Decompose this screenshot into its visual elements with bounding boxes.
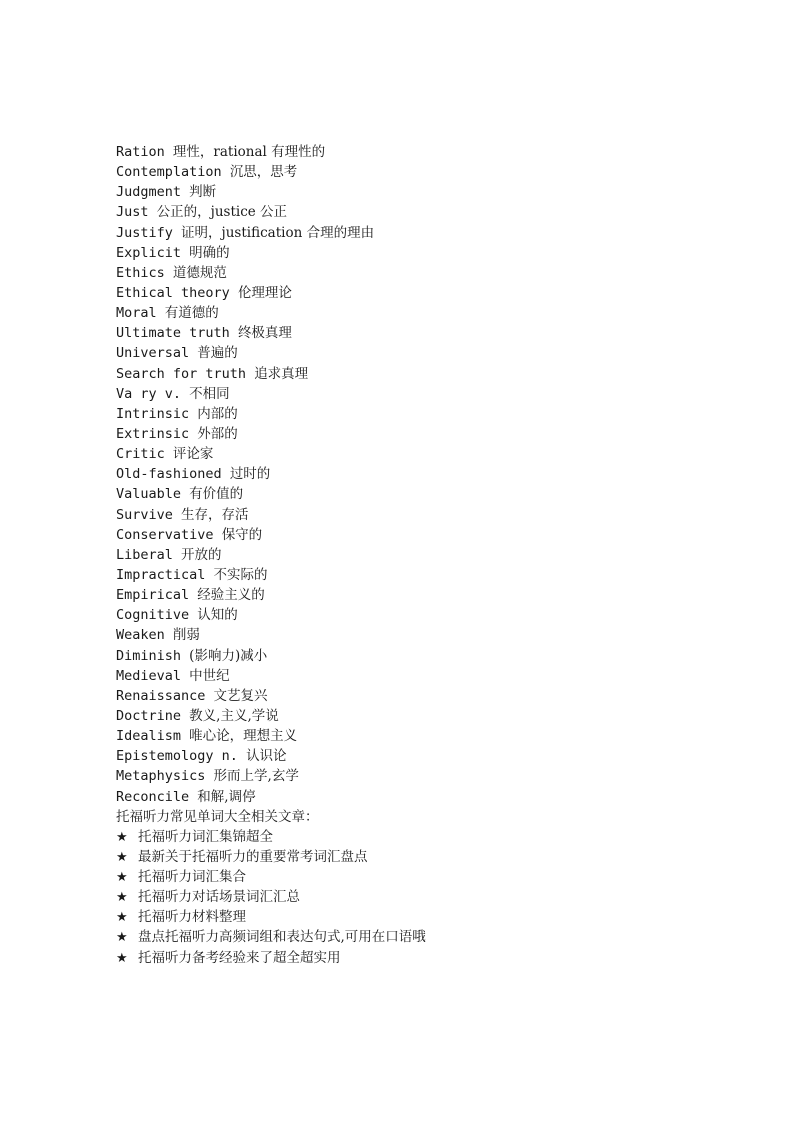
vocab-entry: [116, 202, 756, 222]
related-article-label: 托福听力对话场景词汇汇总: [138, 889, 300, 906]
vocab-entry: [116, 142, 756, 162]
vocab-chinese-meaning: 有价值的: [189, 486, 244, 503]
vocab-english-term: Ethics: [116, 264, 165, 281]
vocab-chinese-meaning: 开放的: [181, 546, 222, 563]
vocab-entry: [116, 162, 756, 182]
vocab-entry: [116, 323, 756, 343]
related-articles-list: [116, 827, 756, 968]
vocab-chinese-meaning: 唯心论，理想主义: [189, 728, 298, 745]
related-article-label: 最新关于托福听力的重要常考词汇盘点: [138, 848, 368, 865]
vocab-entry: [116, 464, 756, 484]
document-content: [116, 142, 756, 968]
star-icon: ★: [116, 890, 128, 906]
vocab-english-term: Weaken: [116, 627, 165, 644]
vocab-chinese-meaning: 教义,主义,学说: [189, 707, 279, 724]
vocab-chinese-meaning: 判断: [189, 184, 217, 201]
vocab-chinese-meaning: 不相同: [189, 385, 230, 402]
related-article-label: 托福听力材料整理: [138, 909, 246, 926]
vocab-entry: [116, 182, 756, 202]
vocab-entry: [116, 585, 756, 605]
vocab-entry: [116, 223, 756, 243]
vocab-english-term: Moral: [116, 305, 157, 322]
related-article-label: 盘点托福听力高频词组和表达句式,可用在口语哦: [138, 929, 426, 946]
vocab-chinese-meaning: 终极真理: [237, 325, 292, 342]
star-icon: ★: [116, 910, 128, 926]
related-articles-title: 托福听力常见单词大全相关文章：: [116, 808, 319, 825]
star-icon: ★: [116, 930, 128, 946]
vocab-english-term: Critic: [116, 446, 165, 463]
vocab-entry: [116, 384, 756, 404]
vocab-english-term: Just: [116, 204, 149, 221]
vocab-chinese-meaning: 认识论: [246, 748, 287, 765]
vocab-entry: [116, 404, 756, 424]
vocab-chinese-meaning: 不实际的: [213, 566, 268, 583]
star-icon: ★: [116, 950, 128, 966]
vocab-english-term: Doctrine: [116, 707, 182, 724]
vocab-entry: [116, 243, 756, 263]
related-article-link[interactable]: [116, 927, 756, 947]
vocab-chinese-meaning: 普遍的: [197, 345, 238, 362]
related-article-link[interactable]: [116, 907, 756, 927]
vocab-entry: [116, 565, 756, 585]
vocab-english-term: Survive: [116, 506, 173, 523]
vocab-english-term: Cognitive: [116, 607, 190, 624]
vocab-english-term: Epistemology n.: [116, 748, 238, 765]
vocab-english-term: Renaissance: [116, 687, 206, 704]
vocab-entry: [116, 263, 756, 283]
vocab-entry: [116, 484, 756, 504]
vocab-chinese-meaning: 保守的: [221, 526, 263, 543]
vocab-chinese-meaning: 过时的: [229, 466, 271, 483]
vocab-entry: [116, 364, 756, 384]
star-icon: ★: [116, 829, 128, 845]
related-article-label: 托福听力词汇集锦超全: [138, 828, 273, 845]
vocab-english-term: Diminish: [116, 647, 182, 664]
vocab-entry: [116, 283, 756, 303]
star-icon: ★: [116, 849, 128, 865]
related-article-link[interactable]: [116, 948, 756, 968]
vocab-english-term: Intrinsic: [116, 405, 190, 422]
star-icon: ★: [116, 870, 128, 886]
vocab-chinese-meaning: 追求真理: [254, 365, 309, 382]
vocab-chinese-meaning: 评论家: [172, 446, 214, 463]
vocab-entry: [116, 343, 756, 363]
vocab-chinese-meaning: 有道德的: [164, 305, 219, 322]
vocab-english-term: Metaphysics: [116, 768, 206, 785]
related-article-link[interactable]: [116, 887, 756, 907]
vocab-chinese-meaning: 认知的: [197, 607, 238, 624]
vocab-english-term: Idealism: [116, 728, 182, 745]
vocab-entry: [116, 424, 756, 444]
vocab-chinese-meaning: (影响力)减小: [189, 647, 268, 664]
vocab-entry: [116, 726, 756, 746]
vocab-chinese-meaning: 公正的，justice 公正: [156, 204, 288, 221]
vocab-english-term: Medieval: [116, 667, 182, 684]
related-article-label: 托福听力备考经验来了超全超实用: [138, 949, 341, 966]
vocab-english-term: Old-fashioned: [116, 466, 222, 483]
vocab-chinese-meaning: 理性，rational 有理性的: [172, 144, 326, 160]
vocab-entry: [116, 303, 756, 323]
vocab-chinese-meaning: 外部的: [197, 425, 238, 442]
vocab-chinese-meaning: 沉思，思考: [229, 164, 298, 181]
vocab-chinese-meaning: 经验主义的: [197, 587, 265, 604]
vocab-entry: [116, 787, 756, 807]
vocab-chinese-meaning: 证明，justification 合理的理由: [181, 224, 375, 241]
vocab-entry: [116, 746, 756, 766]
vocab-english-term: Judgment: [116, 184, 182, 201]
vocab-english-term: Liberal: [116, 546, 173, 563]
vocab-english-term: Extrinsic: [116, 425, 190, 442]
vocab-entry: [116, 525, 756, 545]
vocabulary-list: [116, 142, 756, 807]
vocab-english-term: Ultimate truth: [116, 325, 230, 342]
vocab-english-term: Ethical theory: [116, 284, 230, 301]
vocab-chinese-meaning: 生存，存活: [181, 506, 249, 523]
vocab-entry: [116, 625, 756, 645]
vocab-entry: [116, 505, 756, 525]
vocab-entry: [116, 646, 756, 666]
vocab-chinese-meaning: 和解,调停: [197, 788, 256, 805]
vocab-english-term: Empirical: [116, 587, 190, 604]
vocab-english-term: Valuable: [116, 486, 182, 503]
vocab-english-term: Ration: [116, 144, 165, 160]
vocab-english-term: Conservative: [116, 526, 214, 543]
vocab-english-term: Contemplation: [116, 164, 222, 181]
vocab-chinese-meaning: 形而上学,玄学: [213, 768, 299, 785]
vocab-english-term: Impractical: [116, 566, 206, 583]
vocab-english-term: Explicit: [116, 244, 182, 261]
vocab-chinese-meaning: 伦理理论: [237, 284, 292, 301]
vocab-entry: [116, 766, 756, 786]
vocab-chinese-meaning: 中世纪: [189, 667, 230, 684]
related-article-link[interactable]: [116, 847, 756, 867]
vocab-entry: [116, 666, 756, 686]
vocab-entry: [116, 706, 756, 726]
vocab-chinese-meaning: 内部的: [197, 405, 238, 422]
vocab-english-term: Va ry v.: [116, 385, 182, 402]
vocab-chinese-meaning: 文艺复兴: [213, 687, 268, 704]
related-article-label: 托福听力词汇集合: [138, 869, 246, 886]
related-article-link[interactable]: [116, 827, 756, 847]
vocab-english-term: Search for truth: [116, 365, 247, 382]
vocab-entry: [116, 605, 756, 625]
vocab-english-term: Justify: [116, 224, 173, 241]
vocab-chinese-meaning: 道德规范: [172, 264, 227, 281]
vocab-chinese-meaning: 明确的: [189, 244, 230, 261]
vocab-entry: [116, 444, 756, 464]
vocab-chinese-meaning: 削弱: [172, 627, 200, 644]
vocab-english-term: Reconcile: [116, 788, 190, 805]
related-article-link[interactable]: [116, 867, 756, 887]
vocab-english-term: Universal: [116, 345, 190, 362]
vocab-entry: [116, 545, 756, 565]
vocab-entry: [116, 686, 756, 706]
